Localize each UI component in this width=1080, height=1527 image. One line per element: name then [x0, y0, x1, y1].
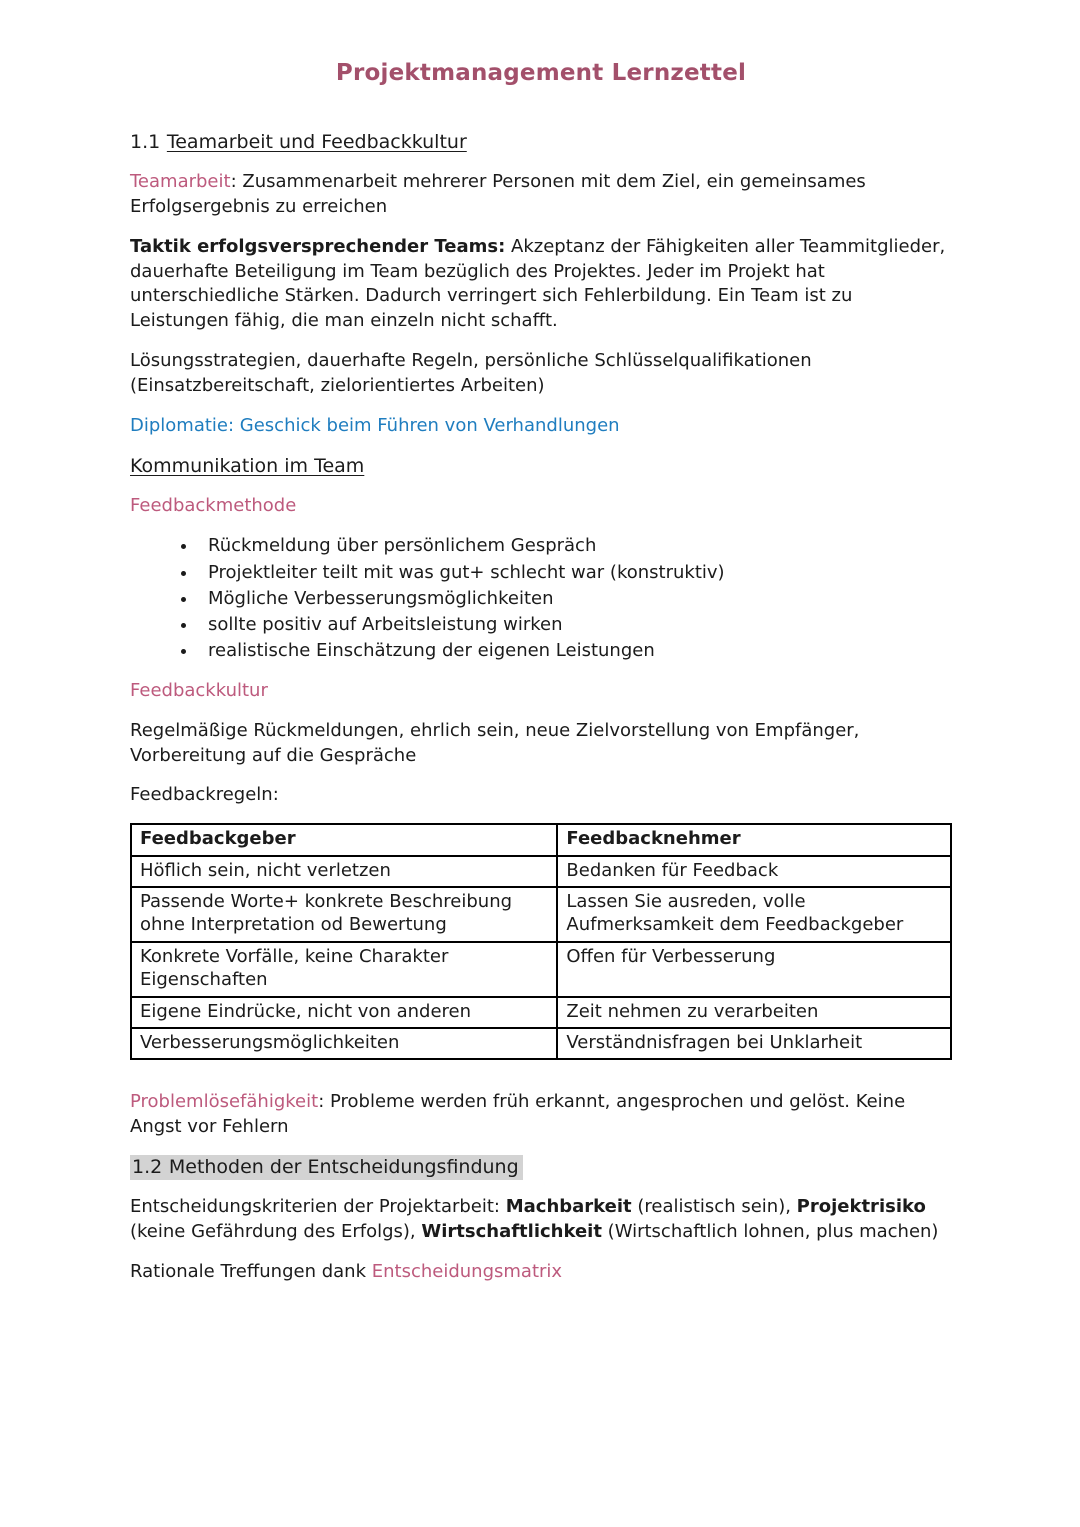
table-header-row: [131, 824, 951, 855]
table-row: [131, 887, 951, 942]
section-1-2-heading: [130, 1155, 952, 1180]
section-1-1-heading: [130, 130, 952, 155]
table-header-cell: Feedbacknehmer: [557, 824, 951, 855]
kommunikation-label: Kommunikation im Team: [130, 454, 365, 477]
list-item: • Rückmeldung über persönlichem Gespräch: [198, 533, 952, 559]
heading-kommunikation: [130, 454, 952, 479]
paragraph-loesungsstrategien: Lösungsstrategien, dauerhafte Regeln, persönliche Schlüsselqualifikationen (Einsatzbereitschaft, zielorientiertes Arbeiten): [130, 350, 812, 396]
kriterien-lead: Entscheidungskriterien der Projektarbeit:: [130, 1196, 506, 1218]
rationale-text: Rationale Treffungen dank: [130, 1260, 372, 1282]
table-cell: Passende Worte+ konkrete Beschreibung ohne Interpretation od Bewertung: [131, 887, 557, 942]
table-cell: Konkrete Vorfälle, keine Charakter Eigenschaften: [131, 942, 557, 997]
term-problemloesefaehigkeit: Problemlösefähigkeit: [130, 1091, 319, 1113]
table-cell: Zeit nehmen zu verarbeiten: [557, 997, 951, 1028]
table-row: [131, 1028, 951, 1059]
problem-text: : Probleme werden früh erkannt, angesprochen und gelöst. Keine Angst vor Fehlern: [130, 1091, 906, 1138]
list-item: • Projektleiter teilt mit was gut+ schlecht war (konstruktiv): [198, 560, 952, 586]
heading-feedbackkultur: Feedbackkultur: [130, 679, 268, 701]
page-title: Projektmanagement Lernzettel: [335, 60, 747, 86]
paragraph-rationale: [130, 1260, 952, 1285]
list-item: • realistische Einschätzung der eigenen Leistungen: [198, 638, 952, 664]
paragraph-problemloesefaehigkeit: [130, 1090, 952, 1140]
table-row: [131, 997, 951, 1028]
table-cell: Offen für Verbesserung: [557, 942, 951, 997]
table-cell: Bedanken für Feedback: [557, 856, 951, 887]
kriterien-text-1: (realistisch sein),: [631, 1196, 797, 1218]
kriterien-text-2: (keine Gefährdung des Erfolgs),: [130, 1220, 422, 1242]
paragraph-taktik: [130, 235, 952, 334]
teamarbeit-definition: : Zusammenarbeit mehrerer Personen mit dem Ziel, ein gemeinsames Erfolgsergebnis zu erreichen: [130, 171, 866, 217]
term-machbarkeit: Machbarkeit: [505, 1196, 632, 1218]
section-title: Teamarbeit und Feedbackkultur: [166, 131, 467, 153]
paragraph-entscheidungskriterien: [130, 1195, 952, 1245]
section-number: 1.1: [130, 131, 161, 153]
highlighted-heading: [130, 1155, 523, 1180]
section-number: 1.2: [132, 1156, 163, 1178]
kriterien-text-3: (Wirtschaftlich lohnen, plus machen): [601, 1220, 939, 1242]
list-item: • sollte positiv auf Arbeitsleistung wirken: [198, 612, 952, 638]
term-teamarbeit: Teamarbeit: [130, 171, 231, 193]
table-header-cell: Feedbackgeber: [131, 824, 557, 855]
paragraph-teamarbeit: [130, 170, 952, 220]
list-item: • Mögliche Verbesserungsmöglichkeiten: [198, 586, 952, 612]
table-cell: Höflich sein, nicht verletzen: [131, 856, 557, 887]
table-cell: Lassen Sie ausreden, volle Aufmerksamkeit dem Feedbackgeber: [557, 887, 951, 942]
heading-feedbackmethode: Feedbackmethode: [130, 494, 297, 516]
taktik-text: Akzeptanz der Fähigkeiten aller Teammitglieder, dauerhafte Beteiligung im Team bezüglich des Projektes. Jeder im Projekt hat unterschiedliche Stärken. Dadurch verringert sich Fehlerbildung. Ein Team ist zu Leistungen fähig, die man einzeln nicht schafft.: [130, 235, 946, 332]
section-title: Methoden der Entscheidungsfindung: [168, 1156, 519, 1178]
lead-taktik: Taktik erfolgsversprechender Teams:: [130, 235, 506, 257]
table-cell: Verbesserungsmöglichkeiten: [131, 1028, 557, 1059]
table-row: [131, 856, 951, 887]
term-entscheidungsmatrix: Entscheidungsmatrix: [371, 1260, 563, 1282]
table-cell: Verständnisfragen bei Unklarheit: [557, 1028, 951, 1059]
label-feedbackregeln: Feedbackregeln:: [130, 784, 279, 806]
term-projektrisiko: Projektrisiko: [796, 1196, 926, 1218]
feedback-rules-table: [130, 823, 952, 1060]
table-cell: Eigene Eindrücke, nicht von anderen: [131, 997, 557, 1028]
term-wirtschaftlichkeit: Wirtschaftlichkeit: [421, 1220, 602, 1242]
paragraph-feedbackkultur: Regelmäßige Rückmeldungen, ehrlich sein, neue Zielvorstellung von Empfänger, Vorbereitung auf die Gespräche: [130, 719, 860, 766]
line-diplomatie: Diplomatie: Geschick beim Führen von Verhandlungen: [130, 414, 620, 436]
table-row: [131, 942, 951, 997]
feedback-method-list: [130, 533, 952, 663]
